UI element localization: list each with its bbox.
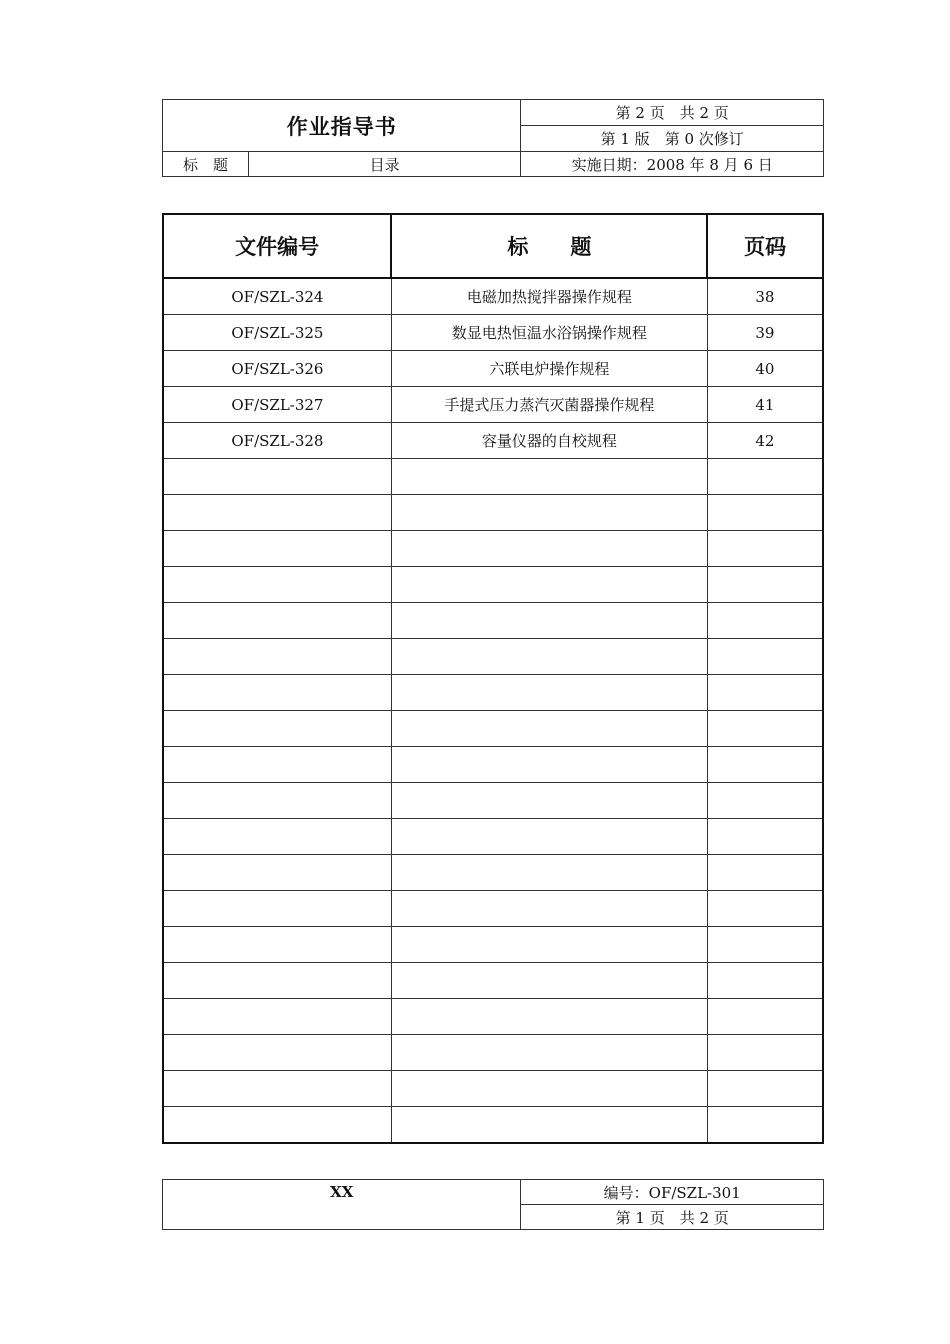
cell-doc-title: 数显电热恒温水浴锅操作规程 <box>391 315 707 351</box>
table-row <box>163 459 823 495</box>
cell-doc-title: 六联电炉操作规程 <box>391 351 707 387</box>
cell-doc-title <box>391 495 707 531</box>
contents-body <box>163 278 823 1143</box>
cell-page-number: 38 <box>707 278 823 315</box>
cell-page-number <box>707 711 823 747</box>
cell-doc-code <box>163 819 391 855</box>
cell-page-number <box>707 855 823 891</box>
cell-doc-code <box>163 1035 391 1071</box>
table-row <box>163 639 823 675</box>
table-row <box>163 747 823 783</box>
cell-doc-code <box>163 1071 391 1107</box>
cell-doc-code <box>163 531 391 567</box>
cell-doc-title <box>391 567 707 603</box>
cell-doc-code <box>163 639 391 675</box>
table-row <box>163 387 823 423</box>
table-row <box>163 351 823 387</box>
cell-doc-title <box>391 1071 707 1107</box>
cell-doc-code: OF/SZL-326 <box>163 351 391 387</box>
cell-page-number <box>707 783 823 819</box>
cell-doc-code <box>163 567 391 603</box>
cell-doc-title: 容量仪器的自校规程 <box>391 423 707 459</box>
table-row <box>163 891 823 927</box>
cell-doc-title <box>391 603 707 639</box>
cell-doc-code <box>163 1107 391 1144</box>
table-row <box>163 819 823 855</box>
cell-doc-code <box>163 855 391 891</box>
cell-page-number <box>707 495 823 531</box>
table-row <box>163 675 823 711</box>
cell-doc-code <box>163 603 391 639</box>
cell-doc-title <box>391 819 707 855</box>
table-row <box>163 278 823 315</box>
cell-page-number <box>707 1035 823 1071</box>
table-row <box>163 1035 823 1071</box>
cell-doc-code <box>163 711 391 747</box>
cell-doc-code: OF/SZL-328 <box>163 423 391 459</box>
document-header <box>162 99 824 177</box>
cell-page-number <box>707 675 823 711</box>
footer-doc-number: 编号：OF/SZL-301 <box>521 1180 824 1205</box>
table-row <box>163 963 823 999</box>
column-header-title: 标 题 <box>391 214 707 278</box>
cell-doc-code <box>163 927 391 963</box>
cell-doc-code: OF/SZL-324 <box>163 278 391 315</box>
cell-page-number <box>707 747 823 783</box>
table-row <box>163 603 823 639</box>
cell-doc-title <box>391 963 707 999</box>
cell-doc-title: 手提式压力蒸汽灭菌器操作规程 <box>391 387 707 423</box>
subject-label: 标 题 <box>163 152 249 177</box>
cell-doc-code: OF/SZL-327 <box>163 387 391 423</box>
cell-page-number: 40 <box>707 351 823 387</box>
table-row <box>163 1107 823 1144</box>
contents-table <box>162 213 824 1144</box>
table-row <box>163 999 823 1035</box>
cell-doc-code: OF/SZL-325 <box>163 315 391 351</box>
effective-date: 实施日期：2008 年 8 月 6 日 <box>521 152 824 177</box>
cell-doc-code <box>163 495 391 531</box>
cell-doc-title <box>391 639 707 675</box>
cell-page-number <box>707 639 823 675</box>
cell-doc-title <box>391 1035 707 1071</box>
cell-doc-title <box>391 711 707 747</box>
footer-page-info: 第 1 页 共 2 页 <box>521 1205 824 1230</box>
table-row <box>163 783 823 819</box>
cell-doc-code <box>163 891 391 927</box>
cell-doc-code <box>163 675 391 711</box>
header-version-info: 第 1 版 第 0 次修订 <box>521 126 824 152</box>
cell-page-number <box>707 963 823 999</box>
document-footer <box>162 1179 824 1230</box>
cell-page-number <box>707 891 823 927</box>
cell-page-number <box>707 603 823 639</box>
cell-page-number <box>707 999 823 1035</box>
subject-value: 目录 <box>248 152 521 177</box>
table-row <box>163 531 823 567</box>
cell-doc-title <box>391 531 707 567</box>
cell-page-number <box>707 1071 823 1107</box>
cell-doc-title <box>391 747 707 783</box>
contents-header-row <box>163 214 823 278</box>
cell-doc-code <box>163 963 391 999</box>
cell-doc-title <box>391 459 707 495</box>
table-row <box>163 927 823 963</box>
cell-page-number <box>707 459 823 495</box>
cell-page-number: 42 <box>707 423 823 459</box>
cell-doc-title: 电磁加热搅拌器操作规程 <box>391 278 707 315</box>
cell-doc-code <box>163 459 391 495</box>
cell-doc-code <box>163 783 391 819</box>
cell-doc-title <box>391 1107 707 1144</box>
cell-page-number <box>707 927 823 963</box>
table-row <box>163 423 823 459</box>
column-header-page: 页码 <box>707 214 823 278</box>
cell-doc-title <box>391 999 707 1035</box>
cell-page-number <box>707 1107 823 1144</box>
cell-page-number: 39 <box>707 315 823 351</box>
cell-page-number <box>707 819 823 855</box>
cell-doc-title <box>391 783 707 819</box>
document-title: 作业指导书 <box>163 100 521 152</box>
cell-doc-title <box>391 855 707 891</box>
cell-doc-title <box>391 927 707 963</box>
table-row <box>163 711 823 747</box>
cell-page-number <box>707 567 823 603</box>
cell-doc-title <box>391 675 707 711</box>
header-page-info: 第 2 页 共 2 页 <box>521 100 824 126</box>
table-row <box>163 855 823 891</box>
column-header-code: 文件编号 <box>163 214 391 278</box>
cell-doc-code <box>163 747 391 783</box>
cell-page-number <box>707 531 823 567</box>
cell-doc-title <box>391 891 707 927</box>
cell-page-number: 41 <box>707 387 823 423</box>
company-name: XX <box>163 1180 521 1230</box>
table-row <box>163 1071 823 1107</box>
table-row <box>163 315 823 351</box>
cell-doc-code <box>163 999 391 1035</box>
table-row <box>163 495 823 531</box>
table-row <box>163 567 823 603</box>
